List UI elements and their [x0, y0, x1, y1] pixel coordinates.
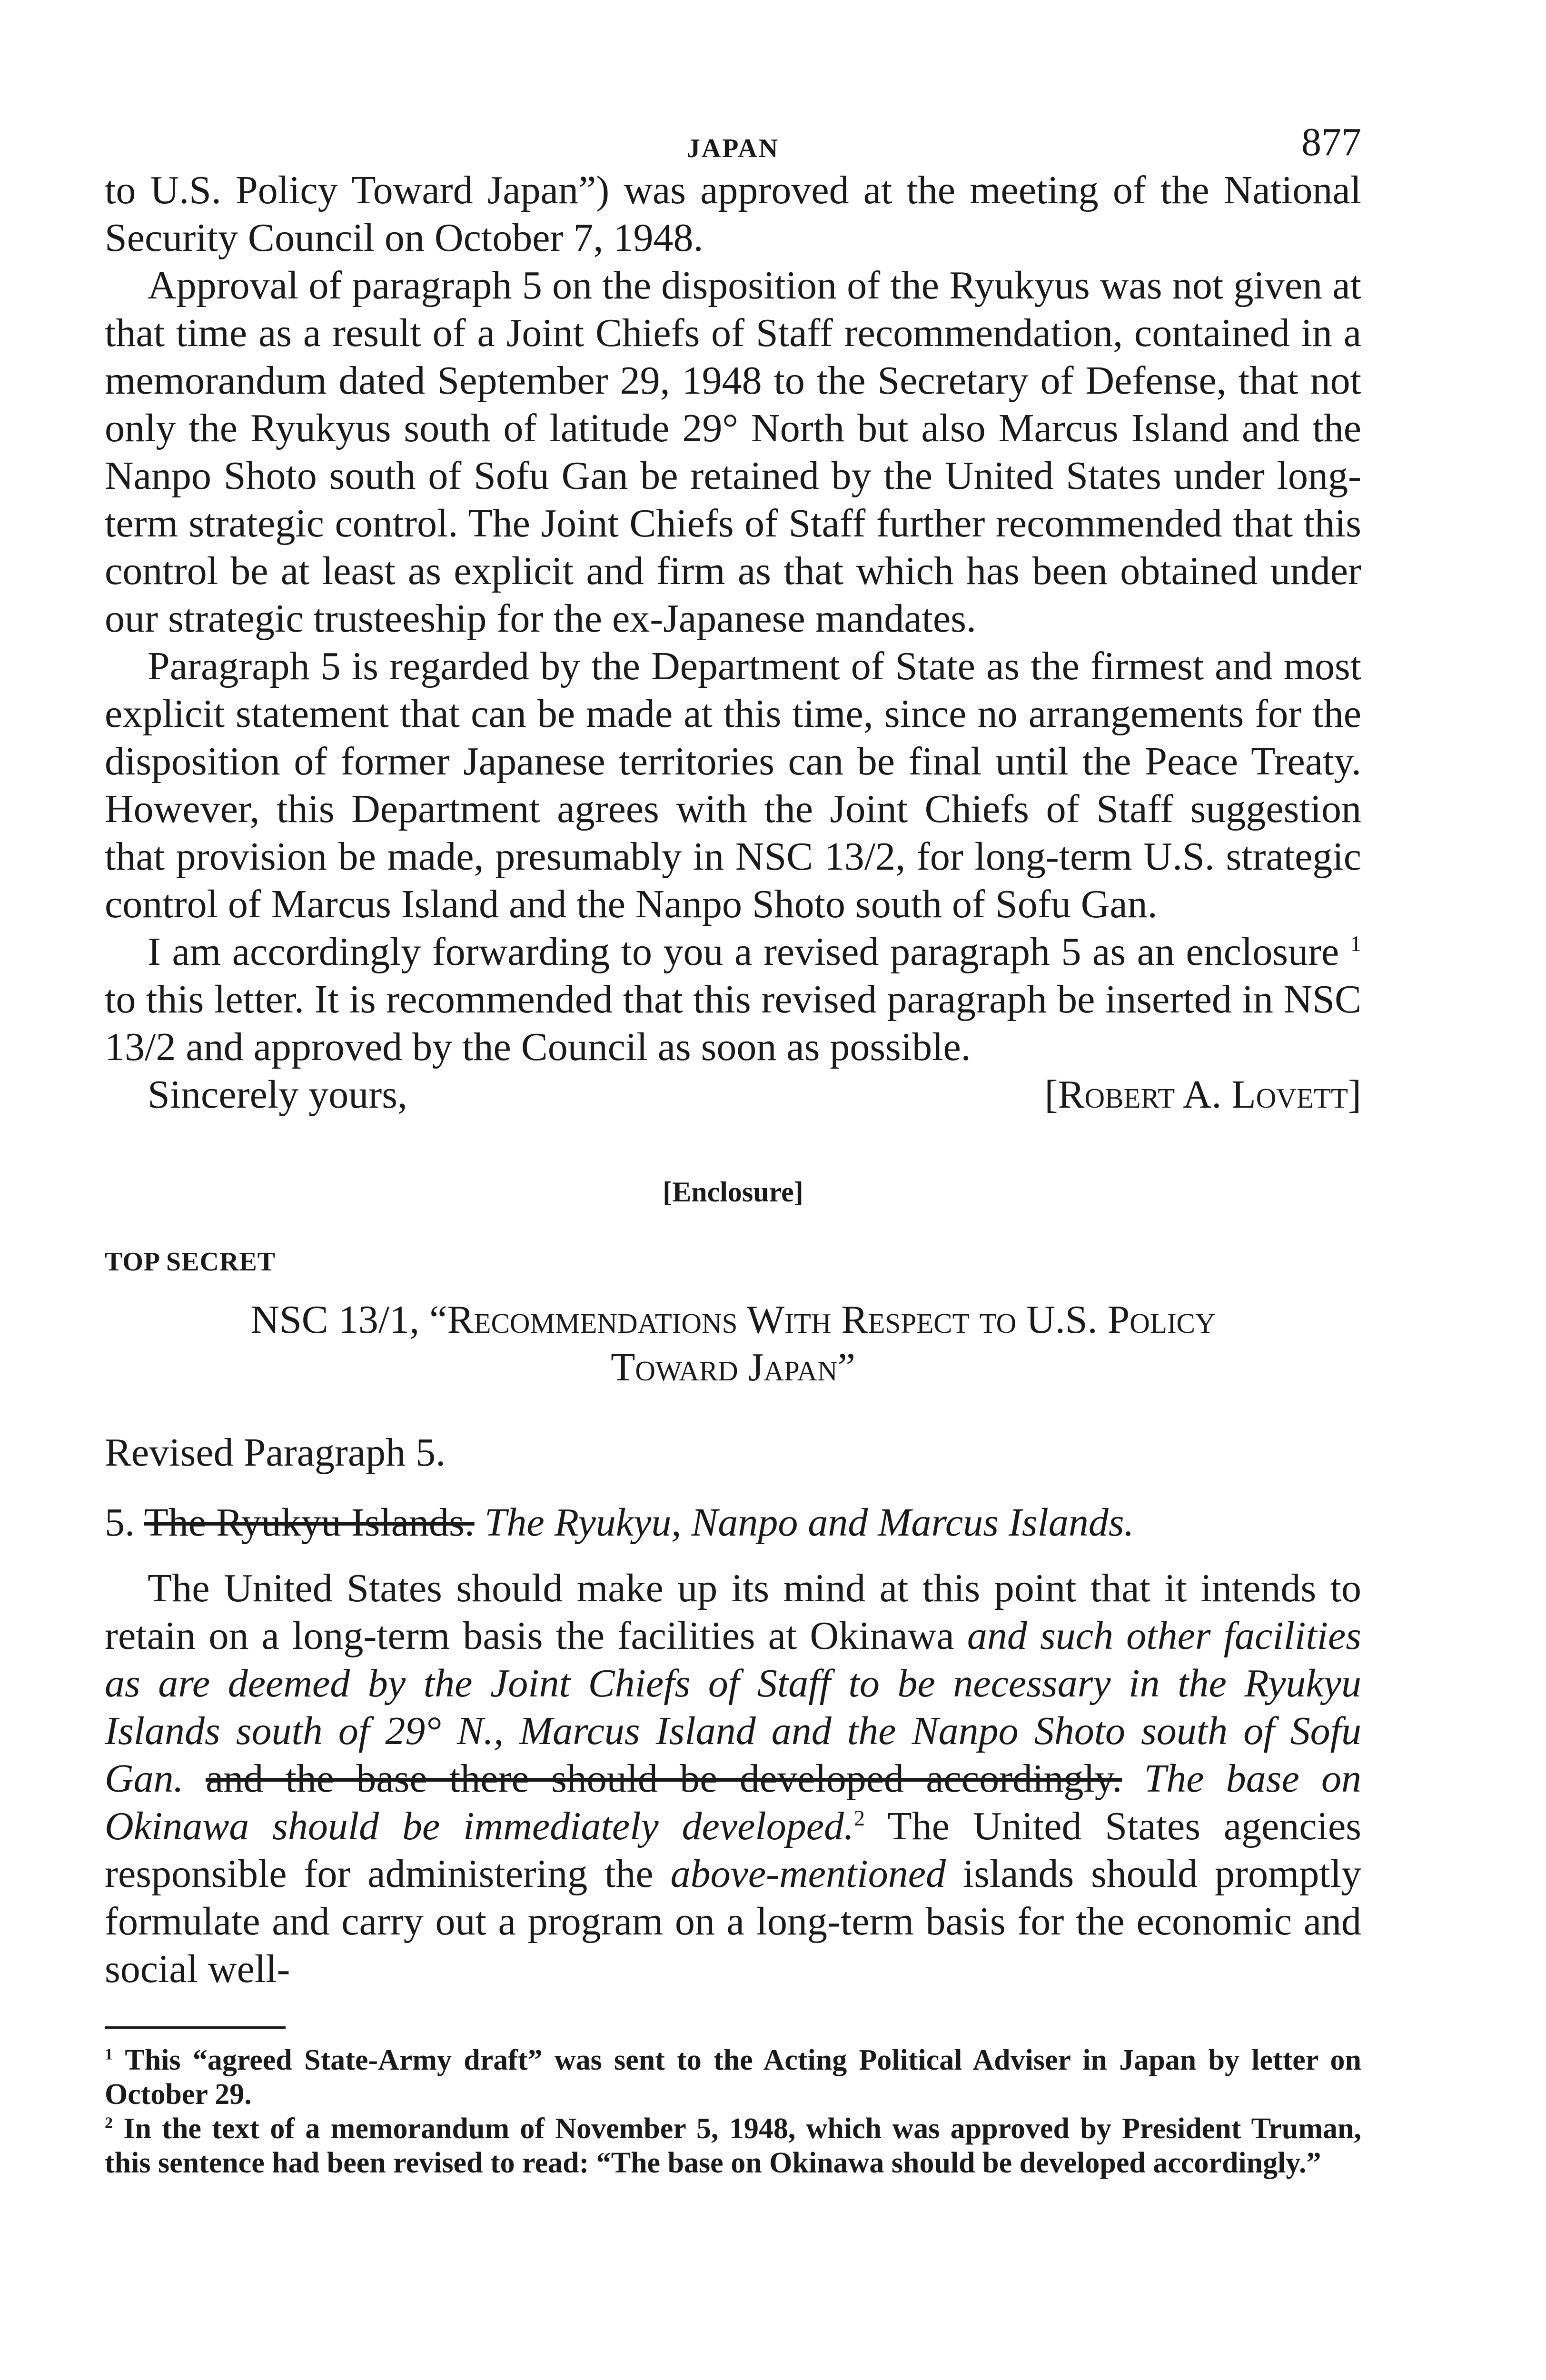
document-page: [105, 114, 1361, 2180]
footnote-2-text: In the text of a memorandum of November 5, 1948, which was approved by President Truman, this sentence had been revised to read: “The base on Okinawa should be developed accordingly.”: [105, 2112, 1361, 2179]
new-heading: The Ryukyu, Nanpo and Marcus Islands.: [484, 1500, 1134, 1545]
p5-text-d: The base on Okinawa should be immediately developed.: [105, 1756, 1362, 1848]
p5-text-f: above-mentioned: [670, 1852, 946, 1896]
paragraph-1: to U.S. Policy Toward Japan”) was approved at the meeting of the National Security Council on October 7, 1948.: [105, 168, 1361, 260]
signature: [Robert A. Lovett]: [1044, 1072, 1361, 1117]
footnote-ref-2: 2: [854, 1806, 865, 1830]
closing: Sincerely yours,: [148, 1072, 407, 1117]
enclosure-title: [105, 1296, 1361, 1391]
enclosure-label: [Enclosure]: [663, 1176, 803, 1208]
item-number: 5.: [105, 1500, 135, 1545]
p5-text-a: The United States should make up its mind at this point that it intends to retain on a long-term basis the facilities at Okinawa: [105, 1566, 1361, 1658]
enclosure-title-line-1: NSC 13/1, “Recommendations With Respect to U.S. Policy: [250, 1298, 1216, 1342]
paragraph-5-heading: [105, 1499, 1361, 1546]
running-head: [105, 114, 1361, 167]
paragraph-5-body: [105, 1565, 1361, 1993]
footnote-ref-1: 1: [1350, 932, 1361, 956]
running-head-title: JAPAN: [686, 134, 780, 163]
paragraph-5-text: [105, 1565, 1361, 1993]
footnote-1-mark: 1: [105, 2045, 113, 2063]
p5-text-g: islands should promptly formulate and carry out a program on a long-term basis for the economic and social well-: [105, 1852, 1362, 1991]
footnote-1: [105, 2043, 1361, 2112]
p5-text-e: The United States agencies responsible for administering the: [105, 1804, 1361, 1896]
footnote-2-mark: 2: [105, 2114, 113, 2132]
revised-paragraph-heading: Revised Paragraph 5.: [105, 1430, 446, 1475]
paragraph-4: [105, 928, 1361, 1071]
signoff: [105, 1071, 1361, 1119]
p5-text-b: and such other facilities as are deemed by the Joint Chiefs of Staff to be necessary in the Ryukyu Islands south of 29° N., Marcus Island and the Nanpo Shoto south of Sofu Gan.: [105, 1614, 1361, 1801]
enclosure-title-line-2: Toward Japan”: [611, 1345, 855, 1389]
letter-body: [105, 167, 1361, 1071]
paragraph-2: Approval of paragraph 5 on the disposition of the Ryukyus was not given at that time as a result of a Joint Chiefs of Staff recommendation, contained in a memorandum dated September 29, 1948 to the Secretary of Defense, that not only the Ryukyus south of latitude 29° North but also Marcus Island and the Nanpo Shoto south of Sofu Gan be retained by the United States under long-term strategic control. The Joint Chiefs of Staff further recommended that this control be at least as explicit and firm as that which has been obtained under our strategic trusteeship for the ex-Japanese mandates.: [105, 263, 1361, 641]
footnote-2: [105, 2112, 1361, 2180]
struck-heading: The Ryukyu Islands.: [144, 1500, 475, 1545]
paragraph-4-text-b: to this letter. It is recommended that this revised paragraph be inserted in NSC 13/2 and approved by the Council as soon as possible.: [105, 977, 1361, 1069]
footnotes: [105, 2043, 1361, 2180]
footnote-rule: [105, 2026, 286, 2029]
paragraph-4-text-a: I am accordingly forwarding to you a revised paragraph 5 as an enclosure: [148, 930, 1339, 974]
footnote-1-text: This “agreed State-Army draft” was sent to the Acting Political Adviser in Japan by letter on October 29.: [105, 2044, 1362, 2111]
classification-marking: TOP SECRET: [105, 1247, 276, 1277]
paragraph-3: Paragraph 5 is regarded by the Department of State as the firmest and most explicit statement that can be made at this time, since no arrangements for the disposition of former Japanese territories can be final until the Peace Treaty. However, this Department agrees with the Joint Chiefs of Staff suggestion that provision be made, presumably in NSC 13/2, for long-term U.S. strategic control of Marcus Island and the Nanpo Shoto south of Sofu Gan.: [105, 644, 1361, 926]
page-number: 877: [1301, 120, 1361, 164]
p5-struck-text: and the base there should be developed accordingly.: [205, 1756, 1122, 1801]
